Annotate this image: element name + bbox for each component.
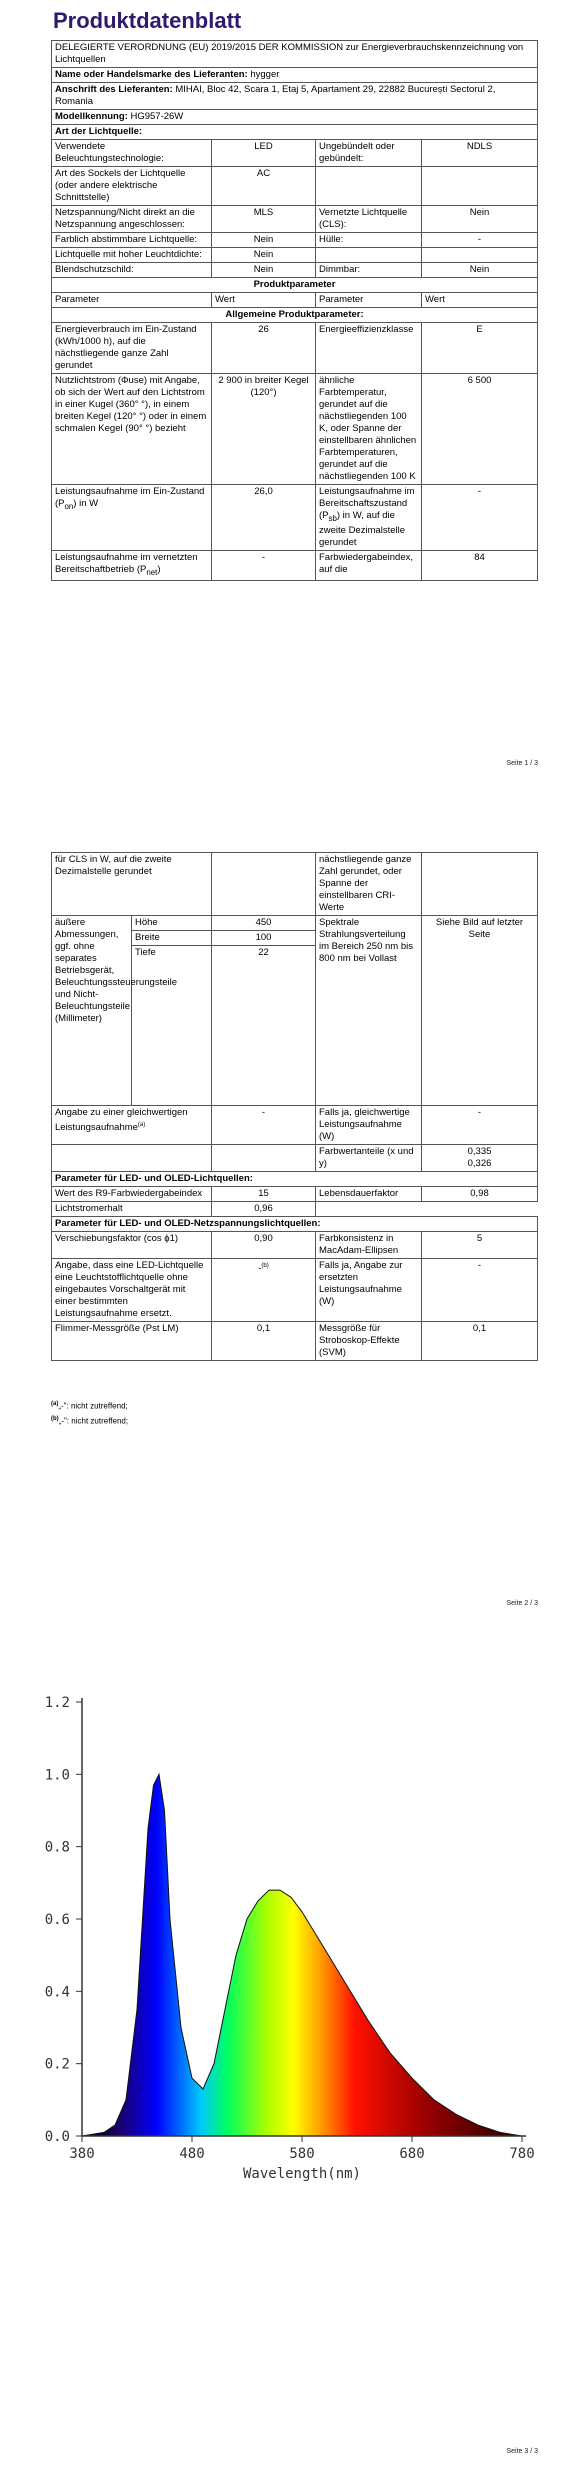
cell — [52, 485, 212, 551]
cell-text: ) in W, auf die zweite Dezimalstelle gerundet — [319, 510, 406, 548]
y-tick-label: 0.2 — [44, 2056, 70, 2073]
cell-text: ) in W — [73, 498, 99, 509]
document-title: Produktdatenblatt — [53, 8, 242, 33]
cell: 84 — [422, 550, 538, 580]
cell — [52, 1106, 212, 1145]
supplier-address-row — [52, 83, 538, 110]
footnote-mark: (b) — [261, 1263, 269, 1269]
table-row — [52, 550, 538, 580]
cell: 0,90 — [212, 1232, 316, 1259]
cell: LED — [212, 140, 316, 167]
table-row — [52, 167, 538, 206]
cell: Flimmer-Messgröße (Pst LM) — [52, 1322, 212, 1361]
cell: 0,98 — [422, 1187, 538, 1202]
cell — [316, 248, 422, 263]
cell: 0,1 — [422, 1322, 538, 1361]
supplier-name-value: hygger — [250, 69, 280, 80]
cell: Nein — [422, 263, 538, 278]
column-header-row — [52, 293, 538, 308]
cell — [212, 1145, 316, 1172]
table-row — [52, 1145, 538, 1172]
dimension-value: 22 — [212, 946, 316, 1106]
y-tick-label: 0.4 — [44, 1984, 70, 2001]
cell: Farbkonsistenz in MacAdam-Ellipsen — [316, 1232, 422, 1259]
dimension-name: Höhe — [132, 916, 212, 931]
footnotes — [51, 1398, 128, 1427]
cell: nächstliegende ganze Zahl gerundet, oder Spanne der einstellbaren CRI-Werte — [316, 853, 422, 916]
cell: Nein — [212, 233, 316, 248]
spectral-label: Spektrale Strahlungsverteilung im Bereich 250 nm bis 800 nm bei Vollast — [316, 916, 422, 1106]
dimensions-label: äußere Abmessungen, ggf. ohne separates Betriebsgerät, Beleuchtungssteuerungsteile und Nicht-Beleuchtungsteile (Millimeter) — [52, 916, 132, 1106]
subscript: net — [146, 567, 158, 577]
cell: ähnliche Farbtemperatur, gerundet auf die nächstliegenden 100 K, oder Spanne der einstellbaren ähnlichen Farbtemperaturen, gerundet auf die nächstliegenden 100 K — [316, 374, 422, 485]
footnote-text: „-": nicht zutreffend; — [58, 1401, 128, 1411]
column-header: Parameter — [316, 293, 422, 308]
cell: Lichtstromerhalt — [52, 1202, 212, 1217]
cell: - — [212, 1106, 316, 1145]
footnote-text: „-": nicht zutreffend; — [58, 1416, 129, 1426]
cell: Angabe, dass eine LED-Lichtquelle eine Leuchtstofflichtquelle ohne eingebautes Vorschaltgerät mit einer bestimmten Leistungsaufnahme ersetzt. — [52, 1259, 212, 1322]
column-header: Parameter — [52, 293, 212, 308]
footnote-b — [51, 1413, 128, 1428]
cell: Energieeffizienzklasse — [316, 323, 422, 374]
dimension-value: 450 — [212, 916, 316, 931]
page-1 — [0, 0, 586, 800]
light-source-type-header: Art der Lichtquelle: — [52, 125, 538, 140]
cell: Verschiebungsfaktor (cos ϕ1) — [52, 1232, 212, 1259]
dimension-value: 100 — [212, 931, 316, 946]
cell: Nein — [212, 263, 316, 278]
cell: - — [212, 550, 316, 580]
subscript: sb — [328, 513, 337, 523]
cell: Falls ja, Angabe zur ersetzten Leistungsaufnahme (W) — [316, 1259, 422, 1322]
cell: Falls ja, gleichwertige Leistungsaufnahme (W) — [316, 1106, 422, 1145]
cell: Hülle: — [316, 233, 422, 248]
cell: NDLS — [422, 140, 538, 167]
cell: - — [422, 1259, 538, 1322]
cell: Vernetzte Lichtquelle (CLS): — [316, 206, 422, 233]
cell: 5 — [422, 1232, 538, 1259]
table-row — [52, 485, 538, 551]
spectral-value: Siehe Bild auf letzter Seite — [422, 916, 538, 1106]
column-header: Wert — [212, 293, 316, 308]
model-value: HG957-26W — [130, 111, 184, 122]
table-row — [52, 1232, 538, 1259]
cell — [52, 1145, 212, 1172]
cell: 26 — [212, 323, 316, 374]
page-2 — [0, 838, 586, 1618]
cell: Nutzlichtstrom (Φuse) mit Angabe, ob sich der Wert auf den Lichtstrom in einer Kugel (360° °), in einem breiten Kegel (120° °) oder in einem schmalen Kegel (90° °) bezieht — [52, 374, 212, 485]
cell-text: Angabe zu einer gleichwertigen Leistungsaufnahme — [55, 1107, 188, 1134]
dimension-name: Tiefe — [132, 946, 212, 1106]
page-1-frame — [51, 40, 537, 581]
supplier-address-value: MIHAI, Bloc 42, Scara 1, Etaj 5, Apartament 29, 22882 București Sectorul 2, Romania — [55, 84, 496, 107]
cell: Farbwiedergabeindex, auf die — [316, 550, 422, 580]
cell: Messgröße für Stroboskop-Effekte (SVM) — [316, 1322, 422, 1361]
supplier-name-row — [52, 68, 538, 83]
cell: - — [422, 485, 538, 551]
cell: 0,1 — [212, 1322, 316, 1361]
table-row — [52, 853, 538, 916]
subscript: on — [64, 501, 74, 511]
x-tick-label: 780 — [509, 2146, 535, 2162]
footnote-mark: (b) — [51, 1415, 59, 1422]
cell: 0,96 — [212, 1202, 316, 1217]
cell-text: - — [258, 1263, 262, 1275]
page-3 — [0, 1640, 586, 2476]
cell-text: Leistungsaufnahme im vernetzten Bereitschaftbetrieb (P — [55, 551, 198, 575]
table-row — [52, 233, 538, 248]
column-header: Wert — [422, 293, 538, 308]
spectrum-chart — [0, 1640, 586, 2200]
model-row — [52, 110, 538, 125]
general-parameters-header: Allgemeine Produktparameter: — [52, 308, 538, 323]
x-tick-label: 480 — [179, 2146, 205, 2162]
table-row — [52, 1322, 538, 1361]
page-number-2: Seite 2 / 3 — [506, 1600, 538, 1607]
cell: E — [422, 323, 538, 374]
cell: AC — [212, 167, 316, 206]
y-tick-label: 1.0 — [44, 1767, 70, 1784]
cell: Nein — [212, 248, 316, 263]
table-row — [52, 248, 538, 263]
cell — [422, 853, 538, 916]
cell: MLS — [212, 206, 316, 233]
cell: Netzspannung/Nicht direkt an die Netzspannung angeschlossen: — [52, 206, 212, 233]
cell: Lichtquelle mit hoher Leuchtdichte: — [52, 248, 212, 263]
chromaticity-x: 0,335 — [467, 1146, 492, 1157]
page-number-1: Seite 1 / 3 — [506, 760, 538, 767]
y-tick-label: 0.8 — [44, 1839, 70, 1856]
table-row — [52, 916, 538, 931]
cell: - — [422, 1106, 538, 1145]
cell: Art des Sockels der Lichtquelle (oder andere elektrische Schnittstelle) — [52, 167, 212, 206]
table-row — [52, 323, 538, 374]
cell-text: Leistungsaufnahme im Ein-Zustand (P — [55, 486, 205, 509]
cell — [52, 550, 212, 580]
cell: Verwendete Beleuchtungstechnologie: — [52, 140, 212, 167]
table-row — [52, 140, 538, 167]
cell: Nein — [422, 206, 538, 233]
supplier-name-label: Name oder Handelsmarke des Lieferanten: — [55, 69, 248, 80]
product-table-2 — [51, 852, 538, 1361]
model-label: Modellkennung: — [55, 111, 128, 122]
footnote-a — [51, 1398, 128, 1413]
x-tick-label: 580 — [289, 2146, 315, 2162]
table-row — [52, 1187, 538, 1202]
chromaticity-y: 0,326 — [467, 1158, 492, 1169]
cell: 2 900 in breiter Kegel (120°) — [212, 374, 316, 485]
page-2-frame — [51, 852, 537, 1361]
led-section-header: Parameter für LED- und OLED-Lichtquellen: — [52, 1172, 538, 1187]
x-tick-label: 680 — [399, 2146, 425, 2162]
y-tick-label: 0.0 — [44, 2129, 70, 2145]
led-mains-section-header: Parameter für LED- und OLED-Netzspannungslichtquellen: — [52, 1217, 538, 1232]
cell — [422, 248, 538, 263]
cell: Blendschutzschild: — [52, 263, 212, 278]
product-parameters-header: Produktparameter — [52, 278, 538, 293]
cell — [316, 167, 422, 206]
cell — [212, 1259, 316, 1322]
cell-text: ) — [157, 563, 161, 575]
cell — [316, 1202, 538, 1217]
supplier-address-label: Anschrift des Lieferanten: — [55, 84, 173, 95]
cell-text: Leistungsaufnahme im Bereitschaftszustand (P — [319, 486, 415, 521]
y-tick-label: 0.6 — [44, 1912, 70, 1928]
cell — [422, 1145, 538, 1172]
cell: Farbwertanteile (x und y) — [316, 1145, 422, 1172]
table-row — [52, 374, 538, 485]
footnote-mark: (a) — [137, 1122, 146, 1128]
cell — [212, 853, 316, 916]
footnote-mark: (a) — [51, 1401, 59, 1407]
regulation-text: DELEGIERTE VERORDNUNG (EU) 2019/2015 DER KOMMISSION zur Energieverbrauchskennzeichnung von Lichtquellen — [52, 41, 538, 68]
product-table-1 — [51, 40, 538, 581]
x-tick-label: 380 — [69, 2146, 95, 2162]
cell: Farblich abstimmbare Lichtquelle: — [52, 233, 212, 248]
cell: 6 500 — [422, 374, 538, 485]
cell: Energieverbrauch im Ein-Zustand (kWh/1000 h), auf die nächstliegende ganze Zahl gerundet — [52, 323, 212, 374]
cell: Dimmbar: — [316, 263, 422, 278]
cell: für CLS in W, auf die zweite Dezimalstelle gerundet — [52, 853, 212, 916]
cell: 26,0 — [212, 485, 316, 551]
x-axis-title: Wavelength(nm) — [242, 2166, 362, 2182]
cell — [316, 485, 422, 551]
table-row — [52, 263, 538, 278]
table-row — [52, 206, 538, 233]
cell: 15 — [212, 1187, 316, 1202]
cell: Ungebündelt oder gebündelt: — [316, 140, 422, 167]
y-tick-label: 1.2 — [44, 1695, 70, 1711]
table-row — [52, 1106, 538, 1145]
cell: Lebensdauerfaktor — [316, 1187, 422, 1202]
table-row — [52, 1259, 538, 1322]
dimension-name: Breite — [132, 931, 212, 946]
cell: - — [422, 233, 538, 248]
table-row — [52, 1202, 538, 1217]
cell: Wert des R9-Farbwiedergabeindex — [52, 1187, 212, 1202]
page-number-3: Seite 3 / 3 — [506, 2448, 538, 2455]
cell — [422, 167, 538, 206]
